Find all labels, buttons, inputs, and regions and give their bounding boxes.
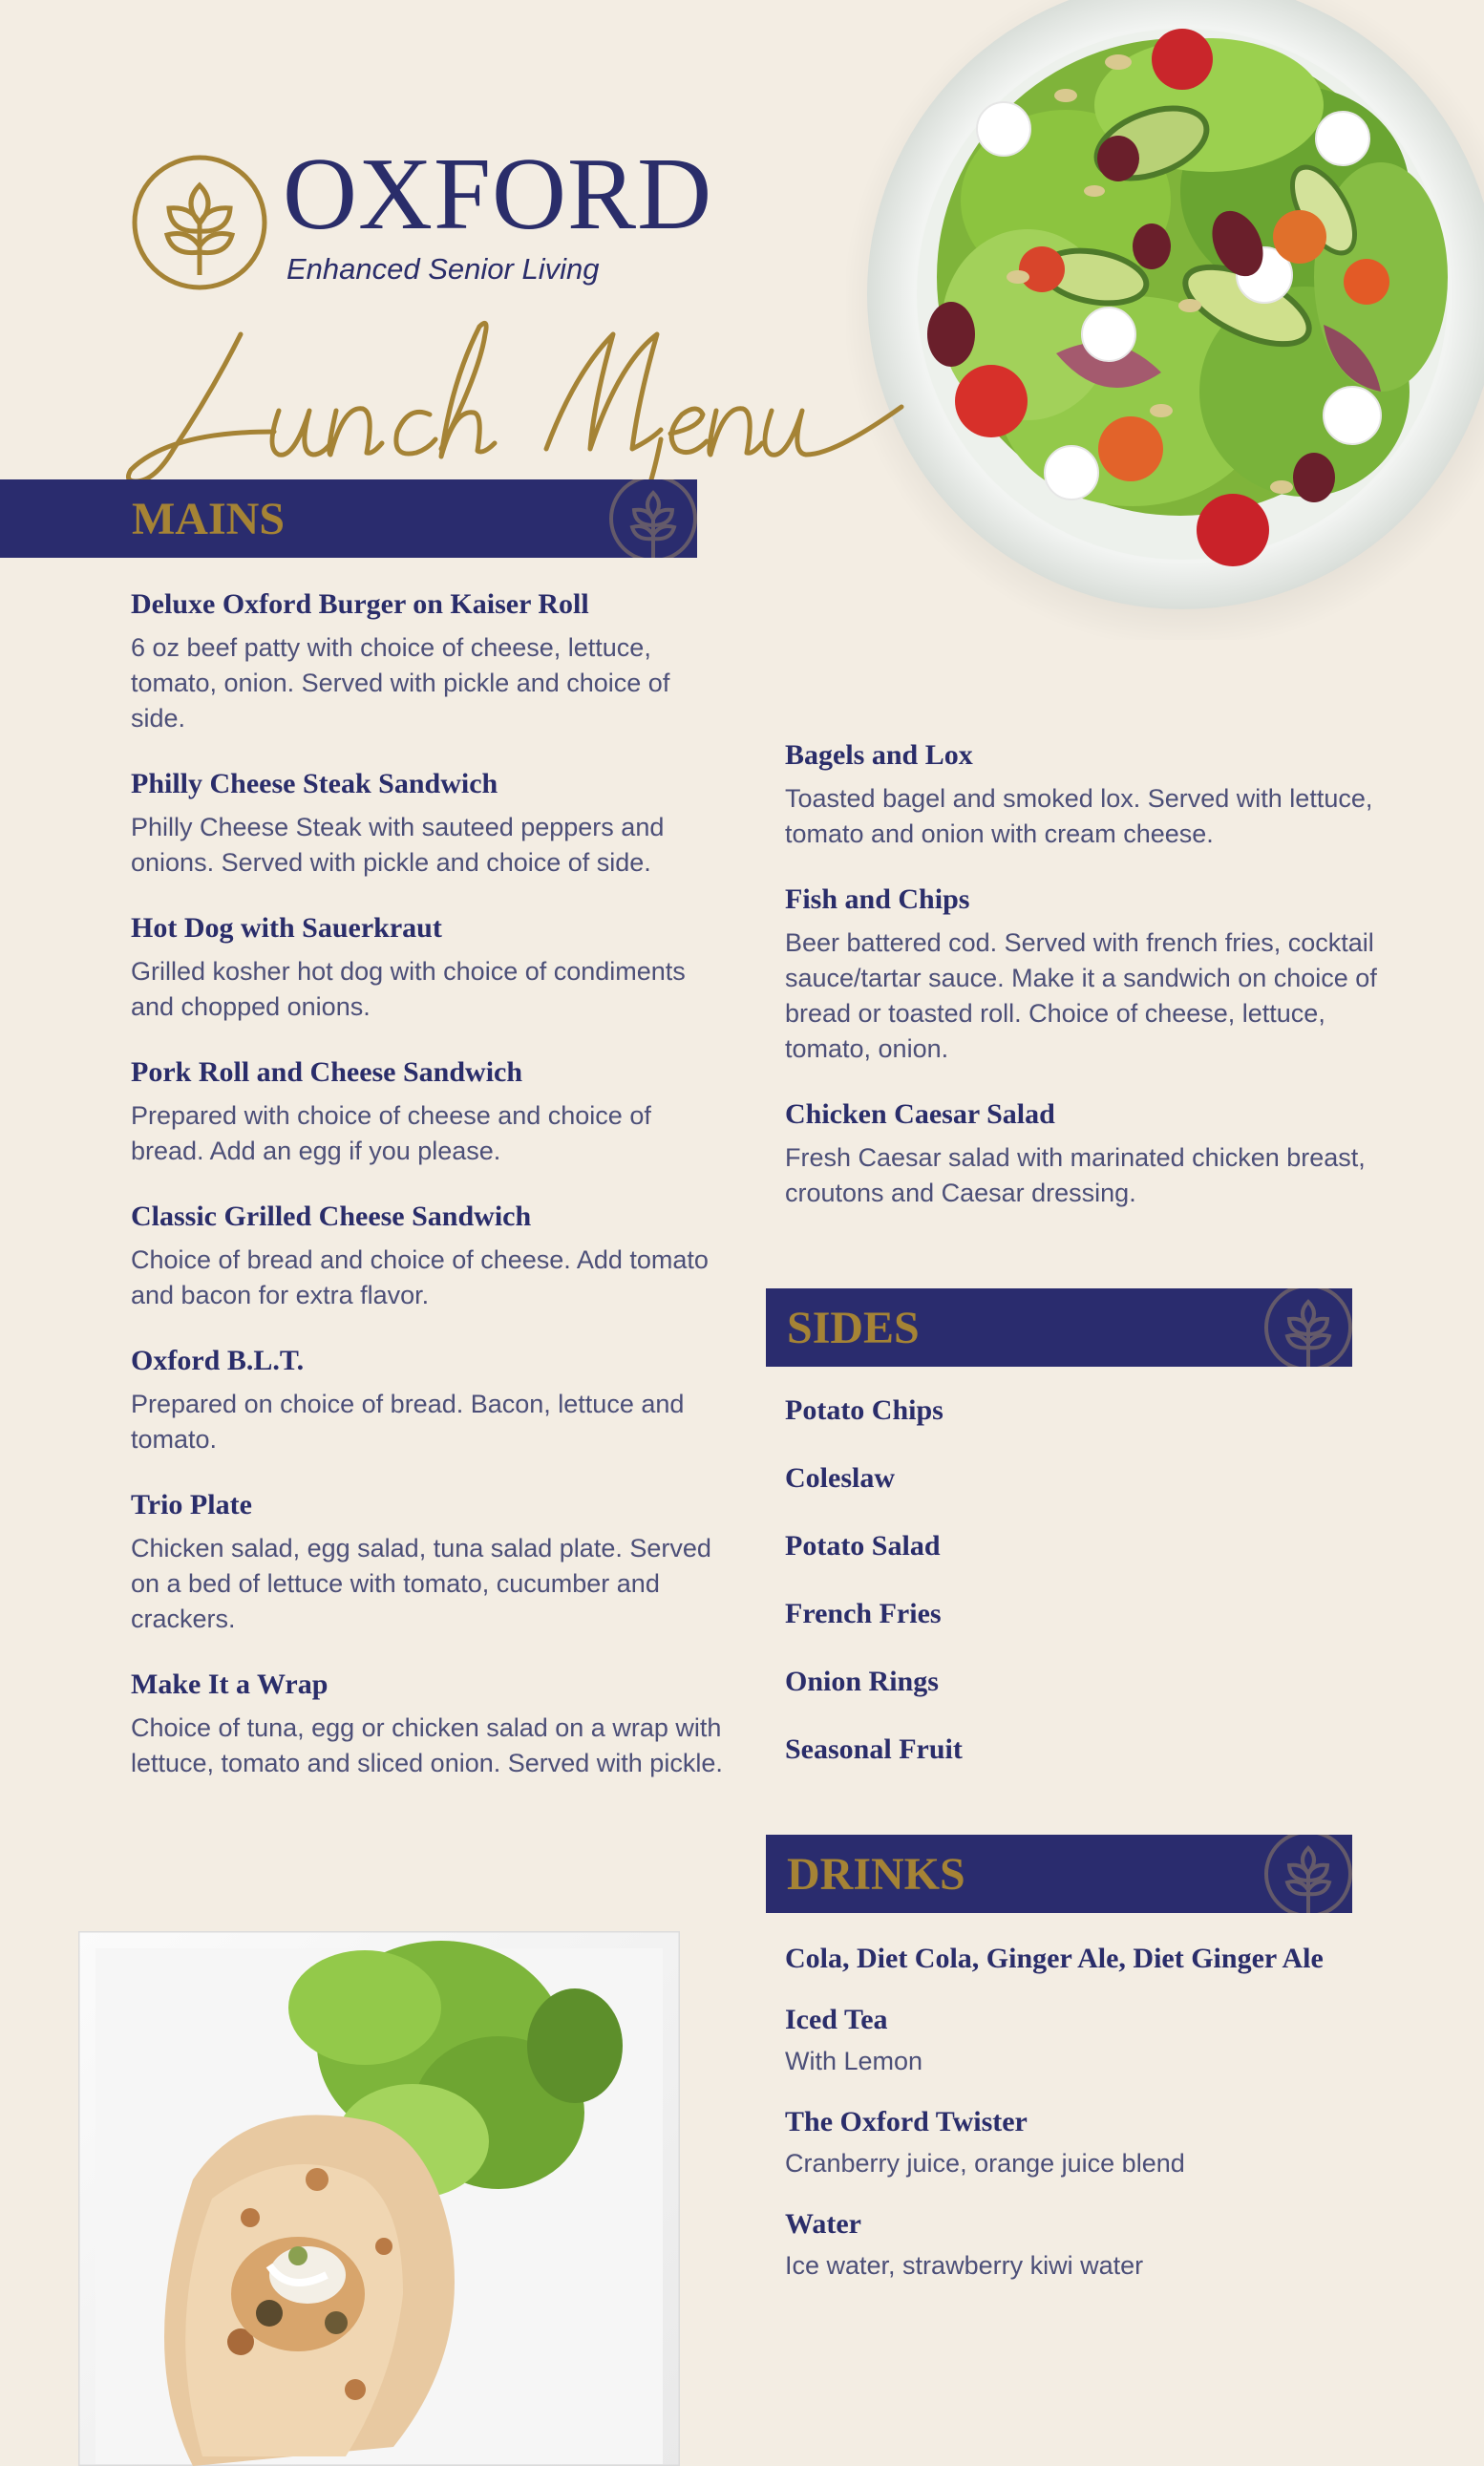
- menu-item-description: Beer battered cod. Served with french fries, cocktail sauce/tartar sauce. Make it a sandwich on choice of bread or toasted roll. Choice of cheese, lettuce, tomato, onion.: [785, 928, 1377, 1063]
- oxford-leaf-logo-icon: [130, 153, 269, 292]
- leaf-watermark-icon: [1261, 1835, 1352, 1913]
- mains-section-header: [0, 479, 697, 558]
- menu-item: [785, 882, 1377, 1067]
- menu-item-name: Fish and Chips: [785, 883, 970, 915]
- menu-item-name: Make It a Wrap: [131, 1669, 329, 1700]
- sides-section-header: [766, 1288, 1352, 1367]
- menu-item: [131, 1199, 723, 1313]
- menu-item-name: Deluxe Oxford Burger on Kaiser Roll: [131, 588, 589, 620]
- mains-continued-list: [785, 737, 1377, 1241]
- menu-item: [131, 586, 723, 736]
- side-item: [785, 1460, 1320, 1528]
- menu-item-name: Trio Plate: [131, 1489, 252, 1520]
- sides-title: SIDES: [787, 1303, 920, 1353]
- menu-item-name: Classic Grilled Cheese Sandwich: [131, 1201, 532, 1232]
- drinks-list: [785, 1941, 1358, 2308]
- leaf-watermark-icon: [1261, 1288, 1352, 1367]
- menu-item: [131, 910, 723, 1025]
- menu-item-description: Choice of tuna, egg or chicken salad on a wrap with lettuce, tomato and sliced onion. Served with pickle.: [131, 1713, 723, 1777]
- drink-item-description: Cranberry juice, orange juice blend: [785, 2149, 1185, 2178]
- side-item-name: Seasonal Fruit: [785, 1733, 963, 1765]
- menu-item-name: Hot Dog with Sauerkraut: [131, 912, 442, 944]
- side-item-name: Potato Salad: [785, 1530, 941, 1562]
- menu-item-name: Bagels and Lox: [785, 739, 973, 771]
- side-item-name: Potato Chips: [785, 1394, 943, 1426]
- side-item-name: Onion Rings: [785, 1666, 939, 1697]
- menu-item: [131, 1343, 723, 1457]
- sides-list: [785, 1392, 1320, 1799]
- menu-item-description: Choice of bread and choice of cheese. Add tomato and bacon for extra flavor.: [131, 1245, 709, 1309]
- side-item: [785, 1596, 1320, 1664]
- side-item-name: Coleslaw: [785, 1462, 895, 1494]
- menu-item-description: Fresh Caesar salad with marinated chicken breast, croutons and Caesar dressing.: [785, 1143, 1366, 1207]
- lunch-menu-script-title: [126, 315, 909, 506]
- salad-plate-photo: [846, 0, 1484, 640]
- mains-title: MAINS: [132, 494, 286, 544]
- drink-item-name: Cola, Diet Cola, Ginger Ale, Diet Ginger Ale: [785, 1943, 1324, 1974]
- side-item-name: French Fries: [785, 1598, 942, 1629]
- wrap-plate-photo: [78, 1931, 680, 2466]
- drink-item-name: Iced Tea: [785, 2004, 888, 2035]
- drink-item: [785, 2104, 1358, 2181]
- menu-item-description: Toasted bagel and smoked lox. Served with lettuce, tomato and onion with cream cheese.: [785, 784, 1373, 848]
- menu-item-name: Philly Cheese Steak Sandwich: [131, 768, 498, 799]
- menu-item-description: Prepared on choice of bread. Bacon, lettuce and tomato.: [131, 1390, 685, 1454]
- side-item: [785, 1664, 1320, 1732]
- drink-item: [785, 2206, 1358, 2284]
- side-item: [785, 1528, 1320, 1596]
- menu-item-name: Pork Roll and Cheese Sandwich: [131, 1056, 523, 1088]
- drink-item: [785, 2002, 1358, 2079]
- drink-item: [785, 1941, 1358, 1977]
- leaf-watermark-icon: [605, 479, 697, 558]
- drink-item-name: The Oxford Twister: [785, 2106, 1028, 2137]
- menu-item-description: Prepared with choice of cheese and choice of bread. Add an egg if you please.: [131, 1101, 651, 1165]
- menu-item: [785, 737, 1377, 852]
- menu-item: [131, 766, 723, 881]
- brand-tagline: Enhanced Senior Living: [286, 252, 600, 286]
- menu-item-description: Philly Cheese Steak with sauteed peppers and onions. Served with pickle and choice of side.: [131, 813, 665, 877]
- drink-item-description: Ice water, strawberry kiwi water: [785, 2251, 1144, 2280]
- menu-item-description: Chicken salad, egg salad, tuna salad plate. Served on a bed of lettuce with tomato, cucumber and crackers.: [131, 1534, 711, 1633]
- menu-item-name: Chicken Caesar Salad: [785, 1098, 1055, 1130]
- menu-item-description: Grilled kosher hot dog with choice of condiments and chopped onions.: [131, 957, 686, 1021]
- drinks-title: DRINKS: [787, 1849, 965, 1900]
- drink-item-description: With Lemon: [785, 2047, 923, 2075]
- menu-item: [785, 1096, 1377, 1211]
- mains-list: [131, 586, 723, 1811]
- drinks-section-header: [766, 1835, 1352, 1913]
- side-item: [785, 1392, 1320, 1460]
- menu-item-description: 6 oz beef patty with choice of cheese, lettuce, tomato, onion. Served with pickle and choice of side.: [131, 633, 670, 733]
- drink-item-name: Water: [785, 2208, 861, 2240]
- menu-item: [131, 1054, 723, 1169]
- side-item: [785, 1732, 1320, 1799]
- menu-item: [131, 1667, 723, 1781]
- menu-item-name: Oxford B.L.T.: [131, 1345, 305, 1376]
- menu-item: [131, 1487, 723, 1637]
- brand-name: OXFORD: [283, 138, 713, 251]
